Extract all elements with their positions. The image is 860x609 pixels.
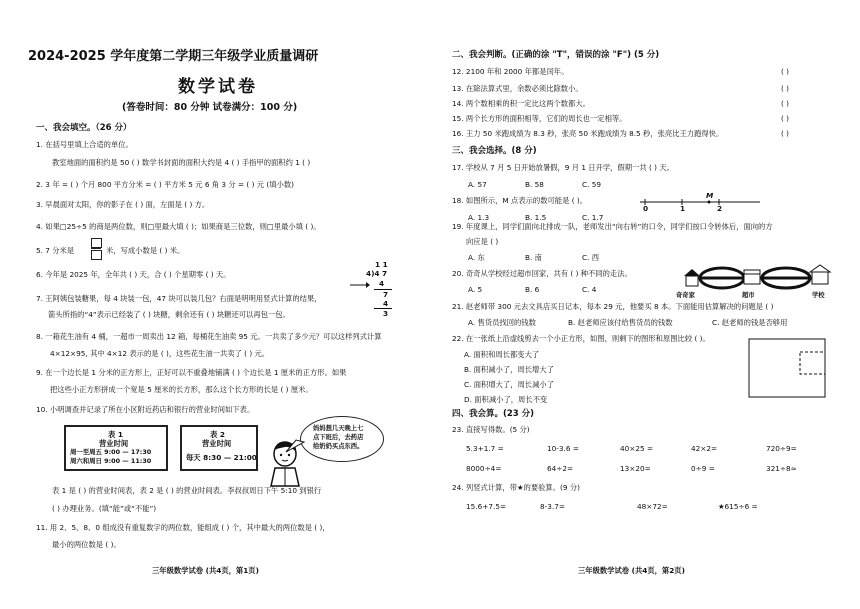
choice-option: A. 售货员找回的钱数: [468, 318, 536, 327]
choice-question-17: 17. 学校从 7 月 5 日开始放暑假，9 月 1 日开学，假期一共 ( ) 天。: [452, 163, 674, 172]
question-10-answer-2: ( ) 办理业务。(填“能”或“不能”): [52, 504, 157, 513]
fraction-blank: [91, 238, 101, 260]
oral-calc-item: 64÷2=: [547, 464, 574, 473]
section-heading: 四、我会算。(23 分): [452, 409, 535, 419]
judge-question-13: 13. 在除法算式里，余数必须比除数小。: [452, 84, 583, 93]
judge-question-12: 12. 2100 年和 2000 年都是闰年。: [452, 67, 569, 76]
choice-option: C. 赵老师的钱是否够用: [712, 318, 788, 327]
bubble-tail: [286, 440, 310, 452]
question-7-line-2: 箭头所指的“4”表示已经装了 ( ) 块糖，剩余还有 ( ) 块糖还可以再包一包。: [48, 310, 290, 319]
section-heading: 二、我会判断。(正确的涂 "T"，错误的涂 "F") (5 分): [452, 50, 660, 60]
vertical-calc-item: 48×72=: [637, 502, 668, 511]
choice-option: D. 面积减小了，周长不变: [464, 395, 548, 404]
choice-option: B. 58: [525, 180, 544, 189]
choice-option: B. 1.5: [525, 213, 547, 222]
oral-calc-item: 42×2=: [691, 444, 718, 453]
question-10-answer-1: 表 1 是 ( ) 的营业时间表，表 2 是 ( ) 的营业时间表。李叔叔周日下午 5:10 到银行: [52, 486, 322, 495]
page-footer-left: 三年级数学试卷 (共4页，第1页): [152, 566, 259, 575]
map-label-market: 超市: [742, 292, 755, 299]
answer-blank[interactable]: ( ): [781, 67, 790, 76]
speech-bubble: 妈妈想几天晚上七 点下班后，去药店 给奶奶买点东西。: [300, 416, 384, 462]
route-map: [682, 262, 832, 296]
answer-blank[interactable]: ( ): [781, 84, 790, 93]
choice-option: A. 面积和周长都变大了: [464, 350, 540, 359]
choice-option: C. 4: [582, 285, 597, 294]
choice-question-20: 20. 奇奇从学校经过超市回家，共有 ( ) 种不同的走法。: [452, 269, 632, 278]
question-9-line-1: 9. 在一个边长是 1 分米的正方形上，正好可以不重叠地铺满 ( ) 个边长是 1 厘米的正方形。如果: [36, 368, 347, 377]
paper-cut-figure: [748, 338, 828, 400]
vertical-calc-item: 15.6+7.5=: [466, 502, 507, 511]
choice-question-19-line-1: 19. 年度课上，同学们面向北排成一队，老师发出“向右转”的口令，同学们按口令转体后，面向的方: [452, 222, 773, 231]
question-11-line-1: 11. 用 2、5、8、0 组成没有重复数字的两位数，能组成 ( ) 个，其中最大的两位数是 ( )，: [36, 523, 330, 532]
vertical-calc-item: ★615÷6 =: [718, 502, 758, 511]
answer-blank[interactable]: ( ): [781, 114, 790, 123]
choice-question-21: 21. 赵老师带 300 元去文具店买日记本，每本 29 元，他要买 8 本。下面能用估算解决的问题是 ( ): [452, 302, 774, 311]
choice-question-19-line-2: 向应是 ( ): [466, 237, 499, 246]
judge-question-14: 14. 两个数相乘的积一定比这两个数都大。: [452, 99, 590, 108]
vertical-calc-item: 8-3.7=: [540, 502, 565, 511]
number-line-label-2: 2: [717, 204, 723, 213]
number-line-label-1: 1: [680, 204, 686, 213]
business-hours-table-2: 表 2 营业时间 每天 8:30 — 21:00: [180, 425, 258, 471]
oral-calc-item: 0÷9 =: [691, 464, 715, 473]
judge-question-16: 16. 王力 50 米跑成绩为 8.3 秒，张亮 50 米跑成绩为 8.5 秒，张亮比王力跑得快。: [452, 129, 724, 138]
choice-option: A. 57: [468, 180, 487, 189]
fraction-denominator-box: [91, 250, 102, 260]
question-9-line-2: 把这些小正方形拼成一个宽是 5 厘米的长方形，那么这个长方形的长是 ( ) 厘米。: [50, 385, 313, 394]
choice-option: C. 面积增大了，周长减小了: [464, 380, 554, 389]
exam-info: (答卷时间：80 分钟 试卷满分：100 分): [122, 102, 298, 113]
question-2: 2. 3 年 = ( ) 个月 800 平方分米 = ( ) 平方米 5 元 6 角 3 分 = ( ) 元 (填小数): [36, 180, 294, 189]
oral-calc-item: 321÷8≈: [766, 464, 797, 473]
answer-blank[interactable]: ( ): [781, 129, 790, 138]
question-7-line-1: 7. 王阿姨包装糖果，每 4 块装一包，47 块可以装几包？右面是明明用竖式计算的结果，: [36, 294, 322, 303]
number-line: [640, 192, 770, 212]
choice-option: B. 6: [525, 285, 540, 294]
question-24: 24. 列竖式计算，带★的要验算。(9 分): [452, 483, 580, 492]
question-10: 10. 小明调查并记录了所在小区附近药店和银行的营业时间如下表。: [36, 405, 255, 414]
question-11-line-2: 最小的两位数是 ( )。: [52, 540, 121, 549]
question-4: 4. 如果□25÷5 的商是两位数，则□里最大填 ( )；如果商是三位数，则□里最小填 ( )。: [36, 222, 321, 231]
page-footer-right: 三年级数学试卷 (共4页，第2页): [578, 566, 685, 575]
judge-question-15: 15. 两个长方形的面积相等，它们的周长也一定相等。: [452, 114, 627, 123]
map-label-school: 学校: [812, 292, 825, 299]
question-8-line-2: 4×12×95, 其中 4×12 表示的是 ( )，这些花生油一共卖了 ( ) 元。: [50, 349, 270, 358]
question-3: 3. 早晨面对太阳，你的影子在 ( ) 面，左面是 ( ) 方。: [36, 200, 210, 209]
question-1-items: 教室地面的面积约是 50 ( ) 数学书封面的面积大约是 4 ( ) 手指甲的面积约 1 ( ): [52, 158, 311, 167]
section-heading: 一、我会填空。（26 分）: [36, 123, 132, 133]
choice-option: C. 1.7: [582, 213, 604, 222]
choice-question-18: 18. 如图所示，M 点表示的数可能是 ( )。: [452, 196, 588, 205]
question-5-part-2: 米，写成小数是 ( ) 米。: [106, 246, 185, 255]
oral-calc-item: 10-3.6 =: [547, 444, 579, 453]
choice-option: A. 5: [468, 285, 483, 294]
oral-calc-item: 8000÷4=: [466, 464, 502, 473]
arrow-icon: [350, 280, 370, 290]
subject-title: 数学试卷: [178, 77, 258, 97]
choice-option: A. 东: [468, 253, 485, 262]
choice-option: B. 面积减小了，周长增大了: [464, 365, 554, 374]
oral-calc-item: 5.3+1.7 =: [466, 444, 504, 453]
choice-option: A. 1.3: [468, 213, 490, 222]
question-23: 23. 直接写得数。(5 分): [452, 425, 530, 434]
question-6: 6. 今年是 2025 年，全年共 ( ) 天，合 ( ) 个星期零 ( ) 天。: [36, 270, 231, 279]
question-1: 1. 在括号里填上合适的单位。: [36, 140, 133, 149]
long-division: 1 1 4)4 7 4 7 4 3: [366, 260, 394, 318]
business-hours-table-1: 表 1 营业时间 周一至周五 9:00 — 17:30 周六和周日 9:00 — 11:30: [64, 425, 168, 471]
oral-calc-item: 13×20=: [620, 464, 651, 473]
choice-question-22: 22. 在一张纸上沿虚线剪去一个小正方形，如图，则剩下的图形和原图比较 ( )。: [452, 334, 710, 343]
choice-option: C. 59: [582, 180, 602, 189]
question-5-part-1: 5. 7 分米是: [36, 246, 75, 255]
choice-option: B. 南: [525, 253, 542, 262]
number-line-label-m: M: [706, 191, 714, 200]
question-8-line-1: 8. 一箱花生油有 4 桶，一超市一周卖出 12 箱，每桶花生油卖 95 元。一共卖了多少元？可以这样列式计算: [36, 332, 382, 341]
map-label-home: 奇奇家: [676, 292, 695, 299]
fraction-numerator-box: [91, 238, 102, 248]
oral-calc-item: 720÷9=: [766, 444, 797, 453]
section-heading: 三、我会选择。(8 分): [452, 146, 537, 156]
fraction-bar: [91, 248, 101, 249]
exam-title: 2024-2025 学年度第二学期三年级学业质量调研: [28, 49, 319, 64]
choice-option: C. 西: [582, 253, 600, 262]
answer-blank[interactable]: ( ): [781, 99, 790, 108]
number-line-label-0: 0: [643, 204, 649, 213]
oral-calc-item: 40×25 =: [620, 444, 654, 453]
choice-option: B. 赵老师应该付给售货员的钱数: [568, 318, 673, 327]
